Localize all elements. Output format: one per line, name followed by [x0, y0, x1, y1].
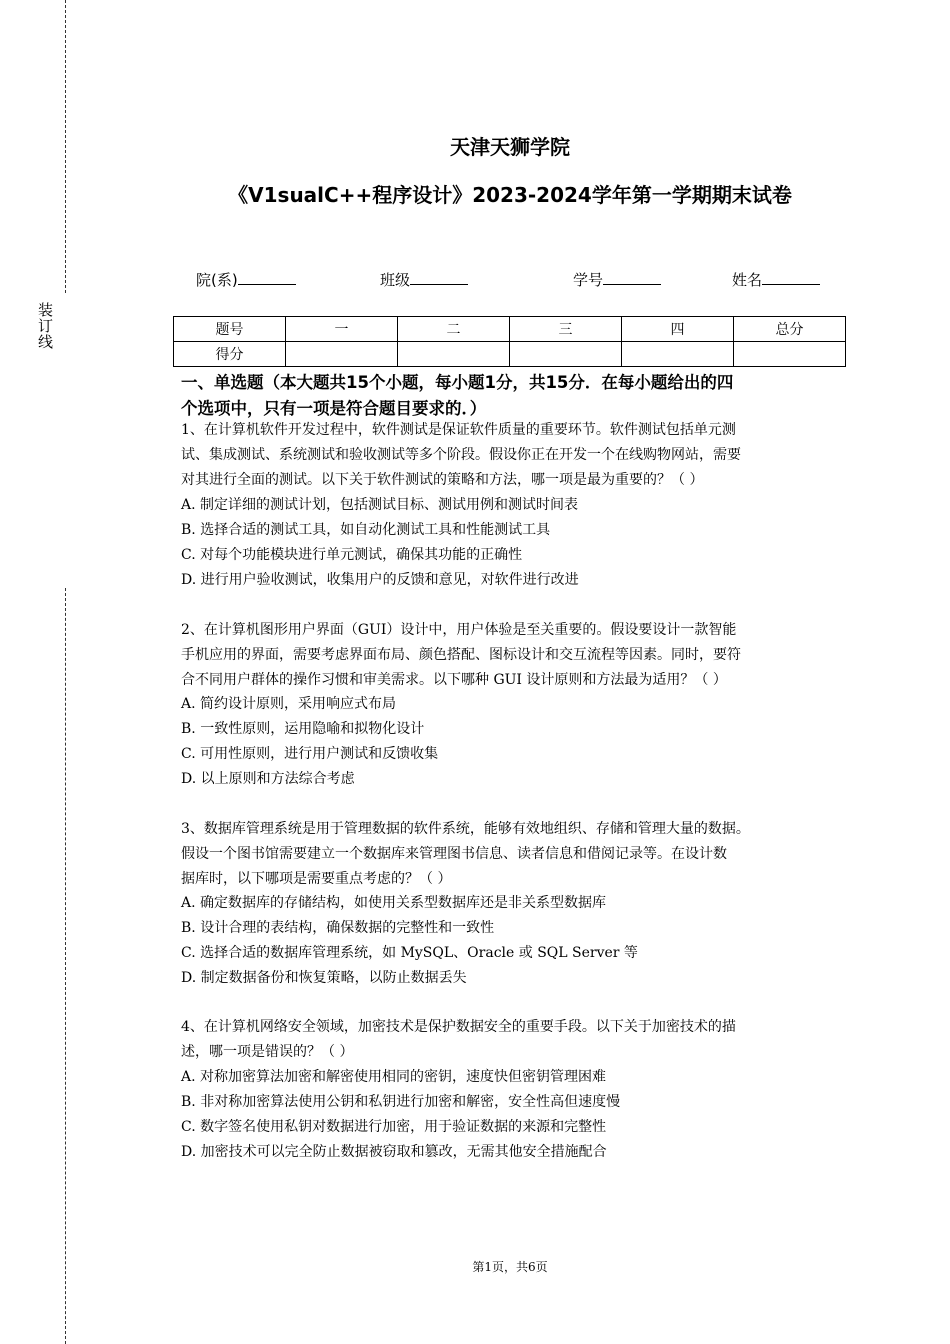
question-line: 3、数据库管理系统是用于管理数据的软件系统，能够有效地组织、存储和管理大量的数据。 — [181, 821, 750, 837]
score-row-label: 得分 — [174, 342, 286, 367]
score-table-score-row — [174, 342, 846, 367]
name-label: 姓名 — [732, 271, 763, 289]
question-2-option-b[interactable]: B. 一致性原则，运用隐喻和拟物化设计 — [181, 721, 425, 737]
question-3-option-c[interactable]: C. 选择合适的数据库管理系统，如 MySQL、Oracle 或 SQL Server 等 — [181, 945, 638, 961]
score-cell[interactable] — [510, 342, 622, 367]
question-1-option-b[interactable]: B. 选择合适的测试工具，如自动化测试工具和性能测试工具 — [181, 522, 551, 538]
class-label: 班级 — [380, 271, 411, 289]
school-name: 天津天狮学院 — [450, 135, 570, 159]
question-line: 述，哪一项是错误的？（ ） — [181, 1044, 354, 1060]
question-1-option-d[interactable]: D. 进行用户验收测试，收集用户的反馈和意见，对软件进行改进 — [181, 572, 579, 588]
question-line: 试、集成测试、系统测试和验收测试等多个阶段。假设你正在开发一个在线购物网站，需要 — [181, 447, 741, 463]
score-cell[interactable] — [398, 342, 510, 367]
question-line: 据库时，以下哪项是需要重点考虑的？（ ） — [181, 871, 452, 887]
binding-dashed-line-bottom — [65, 588, 66, 1344]
question-1-option-c[interactable]: C. 对每个功能模块进行单元测试，确保其功能的正确性 — [181, 547, 523, 563]
score-header-cell: 三 — [510, 317, 622, 342]
question-2-option-d[interactable]: D. 以上原则和方法综合考虑 — [181, 771, 355, 787]
question-line: 手机应用的界面，需要考虑界面布局、颜色搭配、图标设计和交互流程等因素。同时，要符 — [181, 647, 741, 663]
class-blank[interactable] — [410, 269, 468, 285]
score-table-header-row — [174, 317, 846, 342]
score-header-cell: 题号 — [174, 317, 286, 342]
question-4-option-a[interactable]: A. 对称加密算法加密和解密使用相同的密钥，速度快但密钥管理困难 — [181, 1069, 607, 1085]
question-3-option-d[interactable]: D. 制定数据备份和恢复策略，以防止数据丢失 — [181, 970, 467, 986]
student-id-blank[interactable] — [603, 269, 661, 285]
department-field — [196, 269, 296, 290]
question-line: 假设一个图书馆需要建立一个数据库来管理图书信息、读者信息和借阅记录等。在设计数 — [181, 846, 727, 862]
section-heading-line: 一、单选题（本大题共15个小题，每小题1分，共15分．在每小题给出的四 — [181, 373, 734, 392]
question-3-text — [181, 817, 861, 892]
section-heading-line: 个选项中，只有一项是符合题目要求的．） — [181, 399, 487, 418]
question-2-text — [181, 618, 861, 693]
score-table — [173, 316, 846, 367]
page-footer: 第1页，共6页 — [472, 1260, 548, 1274]
score-header-cell: 二 — [398, 317, 510, 342]
question-line: 4、在计算机网络安全领域，加密技术是保护数据安全的重要手段。以下关于加密技术的描 — [181, 1019, 736, 1035]
question-4-option-c[interactable]: C. 数字签名使用私钥对数据进行加密，用于验证数据的来源和完整性 — [181, 1119, 607, 1135]
department-blank[interactable] — [238, 269, 296, 285]
name-blank[interactable] — [762, 269, 820, 285]
student-id-field — [573, 269, 661, 290]
question-3-option-a[interactable]: A. 确定数据库的存储结构，如使用关系型数据库还是非关系型数据库 — [181, 895, 607, 911]
question-3-option-b[interactable]: B. 设计合理的表结构，确保数据的完整性和一致性 — [181, 920, 495, 936]
question-4-option-d[interactable]: D. 加密技术可以完全防止数据被窃取和篡改，无需其他安全措施配合 — [181, 1144, 607, 1160]
student-id-label: 学号 — [573, 271, 604, 289]
score-cell[interactable] — [286, 342, 398, 367]
score-cell[interactable] — [622, 342, 734, 367]
student-info-row — [0, 269, 950, 291]
question-4-option-b[interactable]: B. 非对称加密算法使用公钥和私钥进行加密和解密，安全性高但速度慢 — [181, 1094, 621, 1110]
score-cell[interactable] — [734, 342, 846, 367]
question-line: 1、在计算机软件开发过程中，软件测试是保证软件质量的重要环节。软件测试包括单元测 — [181, 422, 736, 438]
score-header-cell: 一 — [286, 317, 398, 342]
question-4-text — [181, 1015, 861, 1065]
question-line: 合不同用户群体的操作习惯和审美需求。以下哪种 GUI 设计原则和方法最为适用？（ ） — [181, 672, 727, 688]
question-2-option-a[interactable]: A. 简约设计原则，采用响应式布局 — [181, 696, 397, 712]
score-header-cell: 总分 — [734, 317, 846, 342]
question-line: 对其进行全面的测试。以下关于软件测试的策略和方法，哪一项是最为重要的？（ ） — [181, 472, 704, 488]
name-field — [732, 269, 820, 290]
binding-label: 装订线 — [36, 302, 54, 350]
question-line: 2、在计算机图形用户界面（GUI）设计中，用户体验是至关重要的。假设要设计一款智能 — [181, 622, 737, 638]
class-field — [380, 269, 468, 290]
exam-title: 《V1sualC++程序设计》2023-2024学年第一学期期末试卷 — [228, 183, 792, 207]
department-label: 院(系) — [196, 271, 238, 289]
question-2-option-c[interactable]: C. 可用性原则，进行用户测试和反馈收集 — [181, 746, 439, 762]
question-1-option-a[interactable]: A. 制定详细的测试计划，包括测试目标、测试用例和测试时间表 — [181, 497, 579, 513]
question-1-text — [181, 418, 861, 493]
score-header-cell: 四 — [622, 317, 734, 342]
section-heading — [181, 370, 851, 422]
